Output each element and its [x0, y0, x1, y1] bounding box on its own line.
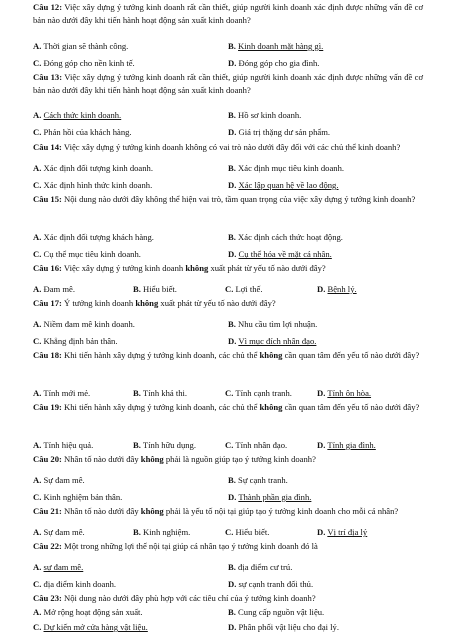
question-19 — [33, 401, 423, 414]
option-d-answer: D. Tính gia đình. — [317, 440, 376, 450]
option-b: B. Tính khả thi. — [133, 388, 188, 398]
option-d: D. Phân phối vật liệu cho đại lý. — [228, 622, 339, 632]
option-a-answer: A. Cách thức kinh doanh. — [33, 110, 122, 120]
question-text: Việc xây dựng ý tưởng kinh doanh rất cần thiết, giúp người kinh doanh xác định được những vấn đề cơ bản nào dưới đây khi tiến hành hoạt động sản xuất kinh doanh? — [33, 2, 424, 26]
question-text: cần quan tâm đến yếu tố nào dưới đây? — [282, 402, 420, 412]
question-20 — [33, 453, 423, 466]
option-b: B. Xác định cách thức hoạt động. — [228, 232, 343, 242]
option-a: A. Tính mới mẻ. — [33, 388, 91, 398]
question-number: Câu 20: — [33, 454, 62, 464]
question-number: Câu 18: — [33, 350, 62, 360]
option-c: C. Hiểu biết. — [225, 527, 270, 537]
question-14 — [33, 141, 423, 154]
question-23 — [33, 592, 423, 605]
option-c: C. Tính nhân đạo. — [225, 440, 288, 450]
question-number: Câu 16: — [33, 263, 62, 273]
option-a: A. Đam mê. — [33, 284, 76, 294]
question-emphasis: không — [135, 298, 159, 308]
option-c: C. Tính cạnh tranh. — [225, 388, 292, 398]
option-d: D. Giá trị thặng dư sản phẩm. — [228, 127, 331, 137]
question-number: Câu 14: — [33, 142, 62, 152]
option-c: C. Xác định hình thức kinh doanh. — [33, 180, 153, 190]
question-text: xuất phát từ yếu tố nào dưới đây? — [208, 263, 326, 273]
option-c: C. Đóng góp cho nền kinh tế. — [33, 58, 135, 68]
question-text: Khi tiến hành xây dựng ý tưởng kinh doanh, các chủ thể — [64, 350, 260, 360]
question-number: Câu 17: — [33, 298, 62, 308]
option-b: B. Tính hữu dụng. — [133, 440, 197, 450]
option-d-answer: D. Vì mục đích nhân đạo. — [228, 336, 317, 346]
question-number: Câu 15: — [33, 194, 62, 204]
question-emphasis: không — [140, 454, 164, 464]
question-text: phải là nguồn giúp tạo ý tưởng kinh doanh? — [163, 454, 316, 464]
option-c: C. Lợi thế. — [225, 284, 263, 294]
option-b: B. Xác định mục tiêu kinh doanh. — [228, 163, 345, 173]
option-b: B. Hiểu biết. — [133, 284, 177, 294]
question-12 — [33, 1, 423, 28]
question-emphasis: không — [259, 402, 283, 412]
option-c: C. Khẳng định bản thân. — [33, 336, 118, 346]
question-text: phải là yếu tố nội tại giúp tạo ý tưởng kinh doanh cho mỗi cá nhân? — [163, 506, 399, 516]
question-number: Câu 12: — [33, 2, 63, 12]
question-15 — [33, 193, 423, 206]
option-c: C. Kinh nghiệm bản thân. — [33, 492, 123, 502]
option-b: B. Kinh nghiệm. — [133, 527, 191, 537]
option-a: A. Xác định đối tượng khách hàng. — [33, 232, 154, 242]
option-b: B. Nhu cầu tìm lợi nhuận. — [228, 319, 318, 329]
option-d-answer: D. Xác lập quan hệ về lao động. — [228, 180, 339, 190]
option-d-answer: D. Tính ôn hòa. — [317, 388, 372, 398]
option-a: A. Tính hiệu quả. — [33, 440, 94, 450]
option-d-answer: D. Cụ thể hóa về mặt cá nhân. — [228, 249, 332, 259]
question-22 — [33, 540, 423, 553]
question-number: Câu 13: — [33, 72, 63, 82]
question-number: Câu 21: — [33, 506, 62, 516]
option-a: A. Xác định đối tượng kinh doanh. — [33, 163, 153, 173]
option-a-answer: A. sự đam mê. — [33, 562, 84, 572]
question-16 — [33, 262, 423, 275]
option-b-answer: B. Kinh doanh mặt hàng gì. — [228, 41, 324, 51]
question-text: Khi tiến hành xây dựng ý tưởng kinh doanh, các chủ thể — [64, 402, 260, 412]
question-text: Việc xây dựng ý tưởng kinh doanh rất cần thiết, giúp người kinh doanh xác định được những vấn đề cơ bản nào dưới đây khi tiến hành hoạt động sản xuất kinh doanh? — [33, 72, 424, 96]
option-a: A. Sự đam mê. — [33, 475, 85, 485]
option-a: A. Mở rộng hoạt động sản xuất. — [33, 607, 143, 617]
question-text: Việc xây dựng ý tưởng kinh doanh — [63, 263, 186, 273]
question-text: Một trong những lợi thế nội tại giúp cá nhân tạo ý tưởng kinh doanh đó là — [64, 541, 318, 551]
question-text: Việc xây dựng ý tưởng kinh doanh không có vai trò nào dưới đây đối với các chủ thể kinh doanh? — [63, 142, 401, 152]
option-d: D. sự cạnh tranh đối thủ. — [228, 579, 314, 589]
question-text: cần quan tâm đến yếu tố nào dưới đây? — [282, 350, 420, 360]
question-21 — [33, 505, 423, 518]
question-text: Nội dung nào dưới đây phù hợp với các tiêu chí của ý tưởng kinh doanh? — [64, 593, 316, 603]
question-number: Câu 19: — [33, 402, 62, 412]
option-c: C. địa điểm kinh doanh. — [33, 579, 117, 589]
option-d-answer: D. Vị trí địa lý — [317, 527, 368, 537]
option-d: D. Đóng góp cho gia đình. — [228, 58, 320, 68]
question-emphasis: không — [140, 506, 164, 516]
option-c: C. Cụ thể mục tiêu kinh doanh. — [33, 249, 141, 259]
question-13 — [33, 71, 423, 98]
option-c-answer: C. Dự kiến mở cửa hàng vật liệu. — [33, 622, 148, 632]
question-emphasis: không — [259, 350, 283, 360]
option-d-answer: D. Bệnh lý. — [317, 284, 357, 294]
question-17 — [33, 297, 423, 310]
question-number: Câu 22: — [33, 541, 62, 551]
option-b: B. địa điểm cư trú. — [228, 562, 293, 572]
question-text: xuất phát từ yếu tố nào dưới đây? — [158, 298, 276, 308]
option-d-answer: D. Thành phần gia đình. — [228, 492, 312, 502]
question-emphasis: không — [185, 263, 209, 273]
option-b: B. Cung cấp nguồn vật liệu. — [228, 607, 325, 617]
question-text: Nhân tố nào dưới đây — [64, 506, 141, 516]
option-b: B. Hồ sơ kinh doanh. — [228, 110, 302, 120]
question-text: Ý tưởng kinh doanh — [64, 298, 136, 308]
question-text: Nội dung nào dưới đây không thể hiện vai trò, tầm quan trọng của việc xây dựng ý tưởng kinh doanh? — [64, 194, 416, 204]
option-b: B. Sự cạnh tranh. — [228, 475, 288, 485]
option-a: A. Thời gian sẽ thành công. — [33, 41, 129, 51]
option-a: A. Sự đam mê. — [33, 527, 85, 537]
question-18 — [33, 349, 423, 362]
option-a: A. Niềm đam mê kinh doanh. — [33, 319, 135, 329]
question-text: Nhân tố nào dưới đây — [64, 454, 141, 464]
option-c: C. Phản hồi của khách hàng. — [33, 127, 132, 137]
question-number: Câu 23: — [33, 593, 62, 603]
